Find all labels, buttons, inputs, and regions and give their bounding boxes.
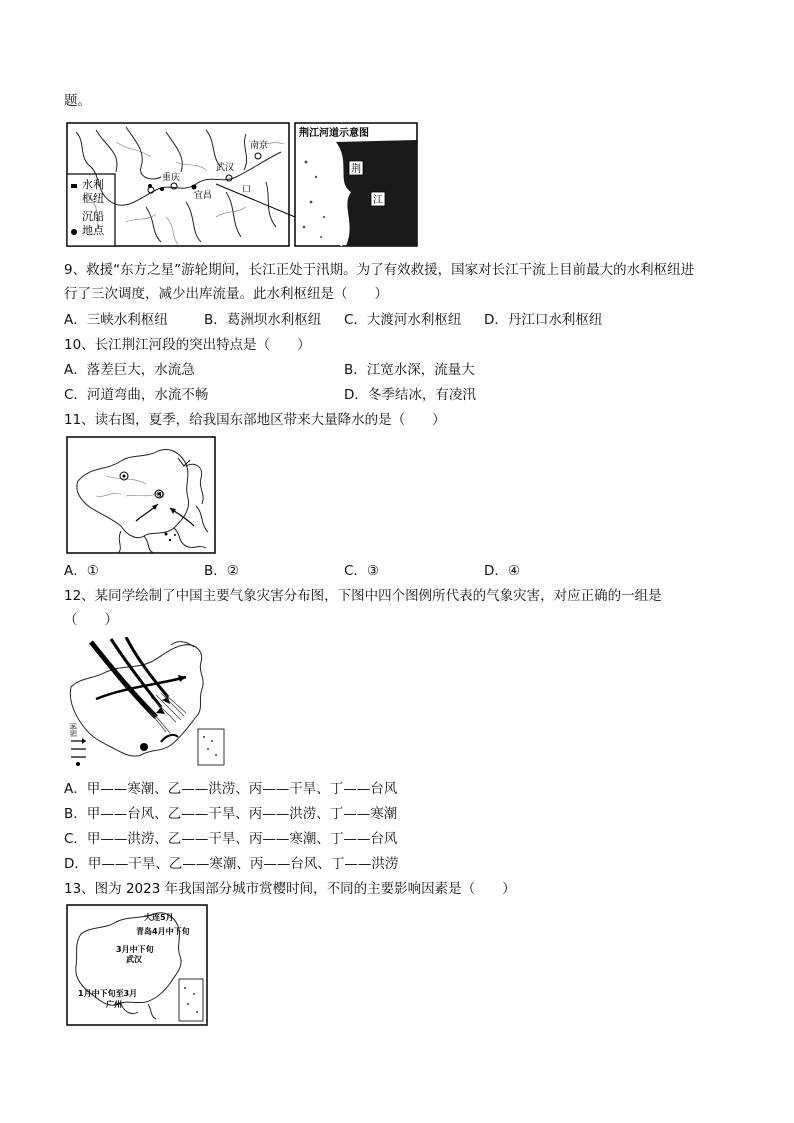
q10-option-c: C．河道弯曲，水流不畅	[64, 387, 209, 403]
city-label-wuhan-2: 武汉	[126, 955, 142, 964]
cherry-blossom-map-figure	[66, 904, 208, 1026]
city-label-guangzhou: 广州	[106, 1000, 122, 1009]
top-fragment: 题。	[64, 93, 91, 109]
inset-label-jiang: 江	[373, 195, 383, 206]
city-label-chongqing: 重庆	[162, 173, 181, 183]
city-time-guangzhou: 1月中下旬至3月	[78, 989, 138, 998]
map-mark-circled-1: ①	[156, 490, 165, 501]
q11-option-c: C．③	[344, 563, 380, 579]
disaster-legend-label: 图例	[70, 723, 78, 737]
inset-title: 荆江河道示意图	[299, 128, 369, 139]
q12-option-c: C．甲——洪涝、乙——干旱、丙——寒潮、丁——台风	[64, 831, 398, 847]
q10-option-d: D．冬季结冰，有凌汛	[344, 387, 476, 403]
q9-option-c: C．大渡河水利枢纽	[344, 312, 462, 328]
q12-stem-line2: （ ）	[64, 612, 118, 628]
q9-stem-line2: 行了三次调度，减少出库流量。此水利枢纽是（ ）	[64, 286, 388, 302]
city-label-jiangkou: 口	[242, 185, 252, 195]
q9-option-b: B．葛洲坝水利枢纽	[204, 312, 322, 328]
q10-option-b: B．江宽水深，流量大	[344, 362, 475, 378]
inset-label-jing: 荆	[351, 164, 361, 175]
legend-text-1: 水利	[82, 178, 104, 191]
q9-stem-line1: 9、救援“东方之星”游轮期间，长江正处于汛期。为了有效救援，国家对长江干流上目前最大的水利枢纽进	[64, 262, 695, 278]
yangtze-map-figure	[66, 122, 419, 247]
q11-option-b: B．②	[204, 563, 239, 579]
q9-option-d: D．丹江口水利枢纽	[484, 312, 603, 328]
q13-stem: 13、图为 2023 年我国部分城市赏樱时间，不同的主要影响因素是（ ）	[64, 881, 516, 897]
q11-option-a: A．①	[64, 563, 99, 579]
city-label-wuhan: 武汉	[216, 163, 235, 173]
city-label-nanjing: 南京	[250, 141, 269, 151]
city-time-wuhan: 3月中下旬	[116, 945, 154, 954]
q12-stem-line1: 12、某同学绘制了中国主要气象灾害分布图，下图中四个图例所代表的气象灾害，对应正确的一组是	[64, 588, 662, 604]
q12-option-a: A．甲——寒潮、乙——洪涝、丙——干旱、丁——台风	[64, 781, 398, 797]
q11-option-d: D．④	[484, 563, 520, 579]
legend-text-4: 地点	[82, 224, 104, 237]
q10-option-a: A．落差巨大，水流急	[64, 362, 195, 378]
city-label-yichang: 宜昌	[194, 191, 213, 201]
q11-stem: 11、读右图，夏季，给我国东部地区带来大量降水的是（ ）	[64, 412, 446, 428]
q9-option-a: A．三峡水利枢纽	[64, 312, 168, 328]
legend-text-3: 沉船	[82, 210, 104, 223]
q12-option-b: B．甲——台风、乙——干旱、丙——洪涝、丁——寒潮	[64, 806, 398, 822]
q10-stem: 10、长江荆江河段的突出特点是（ ）	[64, 337, 311, 353]
legend-text-2: 枢纽	[82, 192, 104, 205]
city-time-dalian: 大连5月	[144, 913, 174, 922]
monsoon-map-figure	[66, 436, 216, 554]
disaster-map-figure	[66, 637, 228, 769]
city-time-qingdao: 青岛4月中下旬	[136, 927, 190, 936]
q12-option-d: D．甲——干旱、乙——寒潮、丙——台风、丁——洪涝	[64, 856, 399, 872]
